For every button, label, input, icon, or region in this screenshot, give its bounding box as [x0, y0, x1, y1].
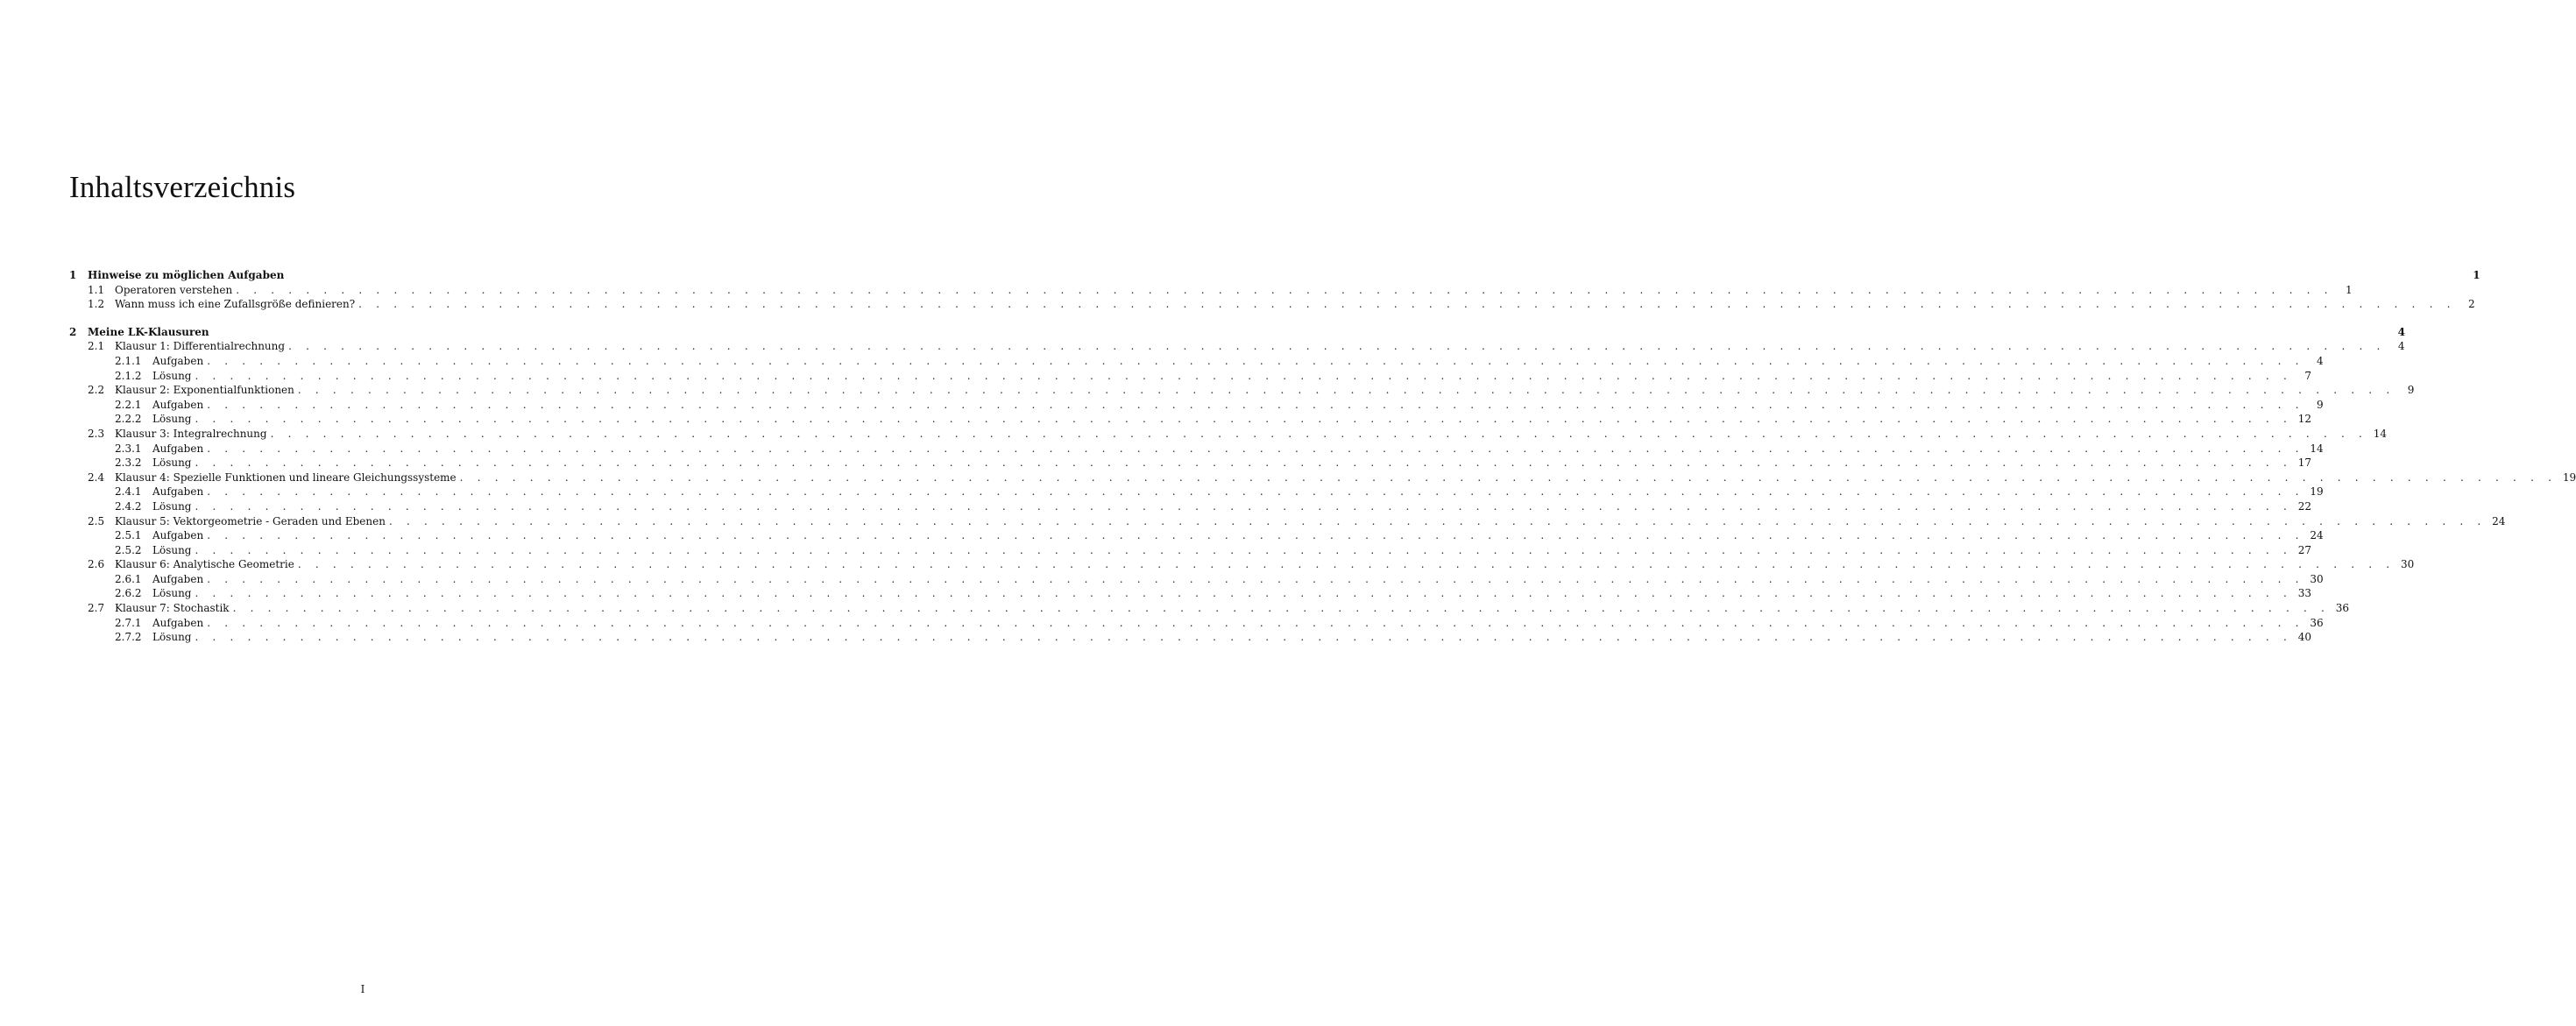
dot-leader: . . . . . . . . . . . . . . . . . . . . . . . . . . . . . . . . . . . . . . . . . . . . . . . . . . . . . . . . . . . . . . . . . . . . . . . . . . . . . . . . . . . . . . . . . . . . . . . . . . . . . . . . . . . . . . . . . . . . . . . .: [207, 398, 2304, 411]
toc-entry-chapter-2[interactable]: [69, 325, 2405, 340]
toc-entry-title: Lösung: [152, 412, 195, 427]
toc-entry-title: Klausur 3: Integralrechnung: [115, 427, 271, 442]
toc-entry-number: 2.7: [88, 602, 105, 615]
toc-entry-subsection-2-5-2[interactable]: [69, 543, 2311, 558]
dot-leader: . . . . . . . . . . . . . . . . . . . . . . . . . . . . . . . . . . . . . . . . . . . . . . . . . . . . . . . . . . . . . . . . . . . . . . . . . . . . . . . . . . . . . . . . . . . . . . . . . . . . . . . . . . . . . . . . . . . . . . . .: [232, 602, 2331, 615]
dot-leader: . . . . . . . . . . . . . . . . . . . . . . . . . . . . . . . . . . . . . . . . . . . . . . . . . . . . . . . . . . . . . . . . . . . . . . . . . . . . . . . . . . . . . . . . . . . . . . . . . . . . . . . . . . . . . . . . . . . . . . . .: [195, 456, 2292, 470]
page-title: Inhaltsverzeichnis: [69, 170, 296, 204]
dot-leader: . . . . . . . . . . . . . . . . . . . . . . . . . . . . . . . . . . . . . . . . . . . . . . . . . . . . . . . . . . . . . . . . . . . . . . . . . . . . . . . . . . . . . . . . . . . . . . . . . . . . . . . . . . . . . . . . . . . . . . . .: [195, 587, 2292, 600]
toc-entry-page: 2: [2468, 298, 2475, 311]
toc-entry-title: Operatoren verstehen: [115, 283, 236, 298]
dot-leader: . . . . . . . . . . . . . . . . . . . . . . . . . . . . . . . . . . . . . . . . . . . . . . . . . . . . . . . . . . . . . . . . . . . . . . . . . . . . . . . . . . . . . . . . . . . . . . . . . . . . . . . . . . . . . . . . . . . . . . . .: [195, 631, 2292, 644]
toc-entry-page: 40: [2297, 631, 2311, 644]
toc-entry-section-2-1[interactable]: [69, 339, 2405, 354]
toc-entry-page: 7: [2304, 369, 2311, 382]
toc-entry-number: 1.1: [88, 283, 105, 296]
toc-entry-subsection-2-7-2[interactable]: [69, 630, 2311, 645]
dot-leader: . . . . . . . . . . . . . . . . . . . . . . . . . . . . . . . . . . . . . . . . . . . . . . . . . . . . . . . . . . . . . . . . . . . . . . . . . . . . . . . . . . . . . . . . . . . . . . . . . . . . . . . . . . . . . . . . . . . . . . . .: [388, 514, 2487, 527]
dot-leader: . . . . . . . . . . . . . . . . . . . . . . . . . . . . . . . . . . . . . . . . . . . . . . . . . . . . . . . . . . . . . . . . . . . . . . . . . . . . . . . . . . . . . . . . . . . . . . . . . . . . . . . . . . . . . . . . . . . . . . . .: [358, 298, 2456, 311]
toc-entry-subsection-2-4-1[interactable]: [69, 485, 2324, 499]
toc-entry-number: 2.5: [88, 514, 105, 527]
toc-entry-page: 12: [2297, 413, 2311, 426]
toc-entry-section-2-2[interactable]: [69, 383, 2415, 398]
toc-entry-page: 4: [2397, 325, 2405, 338]
toc-entry-page: 30: [2401, 558, 2415, 571]
toc-entry-number: 2.6.2: [115, 587, 142, 600]
toc-entry-title: Meine LK-Klausuren: [88, 325, 213, 340]
toc-entry-number: 2: [69, 325, 77, 338]
toc-entry-title: Klausur 1: Differentialrechnung: [115, 339, 288, 354]
dot-leader: . . . . . . . . . . . . . . . . . . . . . . . . . . . . . . . . . . . . . . . . . . . . . . . . . . . . . . . . . . . . . . . . . . . . . . . . . . . . . . . . . . . . . . . . . . . . . . . . . . . . . . . . . . . . . . . . . . . . . . . .: [195, 369, 2292, 382]
toc-entry-title: Hinweise zu möglichen Aufgaben: [88, 268, 287, 283]
toc-entry-page: 24: [2492, 514, 2506, 527]
toc-entry-chapter-1[interactable]: [69, 268, 2480, 283]
toc-entry-number: 2.7.1: [115, 616, 142, 629]
toc-entry-title: Aufgaben: [152, 616, 207, 631]
toc-entry-number: 2.3: [88, 427, 105, 440]
toc-entry-title: Klausur 5: Vektorgeometrie - Geraden und Ebenen: [115, 514, 389, 529]
toc-entry-number: 2.4.2: [115, 499, 142, 513]
dot-leader: . . . . . . . . . . . . . . . . . . . . . . . . . . . . . . . . . . . . . . . . . . . . . . . . . . . . . . . . . . . . . . . . . . . . . . . . . . . . . . . . . . . . . . . . . . . . . . . . . . . . . . . . . . . . . . . . . . . . . . . .: [207, 442, 2304, 455]
toc-entry-section-2-4[interactable]: [69, 471, 2576, 485]
toc-entry-number: 2.3.1: [115, 442, 142, 455]
toc-entry-page: 36: [2310, 616, 2324, 629]
toc-entry-page: 14: [2373, 427, 2388, 440]
toc-entry-number: 2.5.2: [115, 543, 142, 556]
toc-entry-page: 36: [2335, 602, 2350, 615]
table-of-contents: [69, 268, 2576, 658]
toc-entry-section-2-6[interactable]: [69, 557, 2415, 572]
toc-entry-title: Klausur 6: Analytische Geometrie: [115, 557, 298, 572]
dot-leader: . . . . . . . . . . . . . . . . . . . . . . . . . . . . . . . . . . . . . . . . . . . . . . . . . . . . . . . . . . . . . . . . . . . . . . . . . . . . . . . . . . . . . . . . . . . . . . . . . . . . . . . . . . . . . . . . . . . . . . . .: [270, 427, 2368, 440]
toc-entry-number: 2.3.2: [115, 456, 142, 470]
toc-entry-title: Lösung: [152, 586, 195, 601]
dot-leader: . . . . . . . . . . . . . . . . . . . . . . . . . . . . . . . . . . . . . . . . . . . . . . . . . . . . . . . . . . . . . . . . . . . . . . . . . . . . . . . . . . . . . . . . . . . . . . . . . . . . . . . . . . . . . . . . . . . . . . . .: [288, 340, 2386, 353]
toc-entry-page: 17: [2297, 456, 2311, 470]
toc-entry-subsection-2-3-1[interactable]: [69, 442, 2324, 456]
toc-entry-title: Wann muss ich eine Zufallsgröße definieren?: [115, 297, 358, 312]
toc-entry-number: 2.7.2: [115, 631, 142, 644]
toc-entry-subsection-2-4-2[interactable]: [69, 499, 2311, 514]
toc-entry-page: 4: [2397, 340, 2405, 353]
toc-entry-section-2-3[interactable]: [69, 427, 2388, 442]
toc-entry-subsection-2-5-1[interactable]: [69, 528, 2324, 543]
toc-entry-title: Lösung: [152, 369, 195, 384]
toc-entry-title: Aufgaben: [152, 354, 207, 369]
toc-entry-page: 19: [2310, 485, 2324, 499]
toc-entry-page: 27: [2297, 543, 2311, 556]
toc-entry-number: 2.1: [88, 340, 105, 353]
toc-entry-subsection-2-3-2[interactable]: [69, 456, 2311, 471]
toc-entry-number: 2.6: [88, 558, 105, 571]
toc-entry-page: 9: [2317, 398, 2324, 411]
dot-leader: . . . . . . . . . . . . . . . . . . . . . . . . . . . . . . . . . . . . . . . . . . . . . . . . . . . . . . . . . . . . . . . . . . . . . . . . . . . . . . . . . . . . . . . . . . . . . . . . . . . . . . . . . . . . . . . . . . . . . . . .: [297, 558, 2396, 571]
toc-entry-page: 30: [2310, 572, 2324, 585]
toc-entry-subsection-2-1-1[interactable]: [69, 354, 2324, 369]
dot-leader: . . . . . . . . . . . . . . . . . . . . . . . . . . . . . . . . . . . . . . . . . . . . . . . . . . . . . . . . . . . . . . . . . . . . . . . . . . . . . . . . . . . . . . . . . . . . . . . . . . . . . . . . . . . . . . . . . . . . . . . .: [195, 543, 2292, 556]
toc-entry-page: 14: [2310, 442, 2324, 455]
toc-entry-section-2-7[interactable]: [69, 601, 2350, 616]
toc-entry-page: 4: [2317, 354, 2324, 367]
toc-entry-title: Lösung: [152, 543, 195, 558]
toc-entry-page: 33: [2297, 587, 2311, 600]
toc-entry-title: Aufgaben: [152, 485, 207, 499]
toc-entry-title: Klausur 2: Exponentialfunktionen: [115, 383, 298, 398]
toc-entry-subsection-2-6-2[interactable]: [69, 586, 2311, 601]
toc-entry-page: 19: [2562, 471, 2576, 484]
toc-entry-number: 1.2: [88, 298, 105, 311]
toc-entry-title: Aufgaben: [152, 572, 207, 587]
dot-leader: . . . . . . . . . . . . . . . . . . . . . . . . . . . . . . . . . . . . . . . . . . . . . . . . . . . . . . . . . . . . . . . . . . . . . . . . . . . . . . . . . . . . . . . . . . . . . . . . . . . . . . . . . . . . . . . . . . . . . . . .: [195, 413, 2292, 426]
toc-entry-number: 1: [69, 269, 77, 281]
toc-entry-title: Klausur 4: Spezielle Funktionen und lineare Gleichungssysteme: [115, 471, 460, 485]
toc-entry-number: 2.5.1: [115, 529, 142, 542]
toc-entry-title: Aufgaben: [152, 442, 207, 456]
toc-entry-title: Aufgaben: [152, 528, 207, 543]
dot-leader: . . . . . . . . . . . . . . . . . . . . . . . . . . . . . . . . . . . . . . . . . . . . . . . . . . . . . . . . . . . . . . . . . . . . . . . . . . . . . . . . . . . . . . . . . . . . . . . . . . . . . . . . . . . . . . . . . . . . . . . .: [207, 354, 2304, 367]
toc-entry-number: 2.4.1: [115, 485, 142, 499]
dot-leader: . . . . . . . . . . . . . . . . . . . . . . . . . . . . . . . . . . . . . . . . . . . . . . . . . . . . . . . . . . . . . . . . . . . . . . . . . . . . . . . . . . . . . . . . . . . . . . . . . . . . . . . . . . . . . . . . . . . . . . . .: [236, 283, 2333, 296]
dot-leader: . . . . . . . . . . . . . . . . . . . . . . . . . . . . . . . . . . . . . . . . . . . . . . . . . . . . . . . . . . . . . . . . . . . . . . . . . . . . . . . . . . . . . . . . . . . . . . . . . . . . . . . . . . . . . . . . . . . . . . . .: [195, 499, 2292, 513]
toc-entry-page: 1: [2473, 269, 2480, 281]
dot-leader: . . . . . . . . . . . . . . . . . . . . . . . . . . . . . . . . . . . . . . . . . . . . . . . . . . . . . . . . . . . . . . . . . . . . . . . . . . . . . . . . . . . . . . . . . . . . . . . . . . . . . . . . . . . . . . . . . . . . . . . .: [297, 384, 2396, 397]
toc-entry-section-1-2[interactable]: [69, 297, 2475, 312]
toc-entry-number: 2.2: [88, 384, 105, 397]
footer-page-number: I: [360, 983, 365, 995]
toc-entry-title: Klausur 7: Stochastik: [115, 601, 233, 616]
toc-entry-page: 9: [2407, 384, 2415, 397]
toc-entry-page: 24: [2310, 529, 2324, 542]
toc-entry-subsection-2-6-1[interactable]: [69, 572, 2324, 587]
toc-entry-number: 2.1.2: [115, 369, 142, 382]
toc-entry-number: 2.1.1: [115, 354, 142, 367]
toc-entry-title: Aufgaben: [152, 398, 207, 413]
toc-chapter-2: [69, 325, 2576, 645]
toc-entry-subsection-2-2-1[interactable]: [69, 398, 2324, 413]
dot-leader: . . . . . . . . . . . . . . . . . . . . . . . . . . . . . . . . . . . . . . . . . . . . . . . . . . . . . . . . . . . . . . . . . . . . . . . . . . . . . . . . . . . . . . . . . . . . . . . . . . . . . . . . . . . . . . . . . . . . . . . .: [207, 572, 2304, 585]
toc-entry-subsection-2-1-2[interactable]: [69, 369, 2311, 384]
dot-leader: . . . . . . . . . . . . . . . . . . . . . . . . . . . . . . . . . . . . . . . . . . . . . . . . . . . . . . . . . . . . . . . . . . . . . . . . . . . . . . . . . . . . . . . . . . . . . . . . . . . . . . . . . . . . . . . . . . . . . . . .: [207, 529, 2304, 542]
toc-entry-section-2-5[interactable]: [69, 514, 2506, 529]
toc-chapter-1: [69, 268, 2480, 312]
toc-entry-title: Lösung: [152, 456, 195, 471]
toc-entry-subsection-2-2-2[interactable]: [69, 412, 2311, 427]
toc-entry-page: 1: [2346, 283, 2353, 296]
toc-entry-number: 2.4: [88, 471, 105, 484]
toc-entry-title: Lösung: [152, 499, 195, 514]
dot-leader: . . . . . . . . . . . . . . . . . . . . . . . . . . . . . . . . . . . . . . . . . . . . . . . . . . . . . . . . . . . . . . . . . . . . . . . . . . . . . . . . . . . . . . . . . . . . . . . . . . . . . . . . . . . . . . . . . . . . . . . .: [459, 471, 2558, 484]
toc-entry-title: Lösung: [152, 630, 195, 645]
toc-entry-number: 2.2.1: [115, 398, 142, 411]
dot-leader: . . . . . . . . . . . . . . . . . . . . . . . . . . . . . . . . . . . . . . . . . . . . . . . . . . . . . . . . . . . . . . . . . . . . . . . . . . . . . . . . . . . . . . . . . . . . . . . . . . . . . . . . . . . . . . . . . . . . . . . .: [207, 485, 2304, 499]
dot-leader: . . . . . . . . . . . . . . . . . . . . . . . . . . . . . . . . . . . . . . . . . . . . . . . . . . . . . . . . . . . . . . . . . . . . . . . . . . . . . . . . . . . . . . . . . . . . . . . . . . . . . . . . . . . . . . . . . . . . . . . .: [207, 616, 2304, 629]
toc-entry-number: 2.6.1: [115, 572, 142, 585]
toc-entry-page: 22: [2297, 499, 2311, 513]
toc-entry-number: 2.2.2: [115, 413, 142, 426]
toc-entry-subsection-2-7-1[interactable]: [69, 616, 2324, 631]
toc-entry-section-1-1[interactable]: [69, 283, 2353, 298]
